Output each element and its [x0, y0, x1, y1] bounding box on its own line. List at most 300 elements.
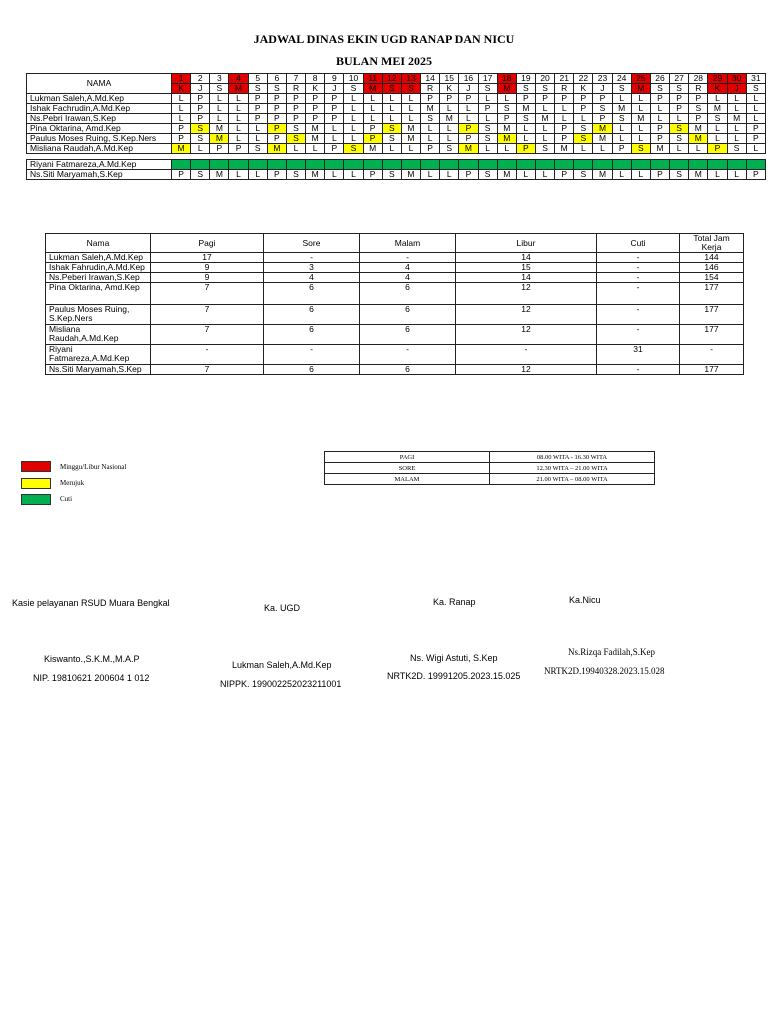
summary-sore: 6: [264, 305, 360, 325]
shift-cell: P: [267, 94, 286, 104]
shift-cell: [401, 160, 420, 170]
shift-cell: P: [708, 144, 727, 154]
shift-cell: [248, 160, 267, 170]
shift-cell: L: [631, 134, 650, 144]
weekday-initial: S: [382, 84, 401, 94]
shift-cell: M: [401, 124, 420, 134]
summary-name: Pina Oktarina, Amd.Kep: [46, 283, 151, 305]
shift-cell: L: [593, 144, 612, 154]
shift-cell: L: [670, 114, 689, 124]
summary-total: 177: [680, 365, 744, 375]
shift-cell: P: [248, 114, 267, 124]
shift-cell: [210, 160, 229, 170]
shift-cell: [267, 160, 286, 170]
shift-cell: P: [421, 94, 440, 104]
summary-pagi: 9: [151, 263, 264, 273]
shift-cell: L: [325, 170, 344, 180]
shift-cell: S: [382, 170, 401, 180]
weekday-initial: S: [478, 84, 497, 94]
weekday-initial: S: [670, 84, 689, 94]
shift-cell: L: [746, 144, 765, 154]
summary-total: 154: [680, 273, 744, 283]
shift-cell: P: [689, 114, 708, 124]
summary-malam: -: [360, 253, 456, 263]
shift-cell: S: [286, 134, 305, 144]
shift-cell: L: [497, 94, 516, 104]
shift-cell: L: [191, 144, 210, 154]
shift-cell: L: [670, 144, 689, 154]
shift-name: SORE: [325, 463, 490, 474]
shift-cell: P: [172, 134, 191, 144]
shift-cell: L: [248, 170, 267, 180]
summary-libur: 12: [456, 305, 597, 325]
summary-sore: -: [264, 345, 360, 365]
shift-cell: M: [689, 124, 708, 134]
shift-cell: M: [612, 104, 631, 114]
shift-cell: S: [574, 170, 593, 180]
shift-cell: [631, 160, 650, 170]
schedule-row: [27, 104, 766, 114]
summary-malam: 4: [360, 273, 456, 283]
shift-cell: P: [574, 94, 593, 104]
staff-name: Pina Oktarina, Amd.Kep: [27, 124, 172, 134]
shift-cell: P: [574, 104, 593, 114]
shift-cell: P: [306, 114, 325, 124]
summary-malam: -: [360, 345, 456, 365]
summary-row: [46, 263, 744, 273]
shift-cell: L: [363, 104, 382, 114]
shift-cell: L: [440, 104, 459, 114]
summary-pagi: 7: [151, 325, 264, 345]
shift-cell: L: [401, 94, 420, 104]
day-number: 6: [267, 74, 286, 84]
shift-cell: L: [535, 104, 554, 114]
shift-cell: P: [306, 104, 325, 114]
weekday-initial: M: [363, 84, 382, 94]
shift-row: [325, 463, 655, 474]
day-number: 7: [286, 74, 305, 84]
kasie-name: Kiswanto.,S.K.M.,M.A.P: [44, 654, 140, 664]
summary-total: 177: [680, 305, 744, 325]
shift-cell: P: [555, 94, 574, 104]
shift-cell: L: [612, 134, 631, 144]
shift-row: [325, 452, 655, 463]
staff-name: Ishak Fachrudin,A.Md.Kep: [27, 104, 172, 114]
shift-cell: L: [631, 104, 650, 114]
day-number: 20: [535, 74, 554, 84]
weekday-initial: S: [535, 84, 554, 94]
weekday-initial: R: [689, 84, 708, 94]
summary-name: Ishak Fahrudin,A.Md.Kep: [46, 263, 151, 273]
shift-cell: P: [267, 114, 286, 124]
shift-time: 12.30 WITA – 21.00 WITA: [490, 463, 655, 474]
summary-cuti: -: [597, 263, 680, 273]
shift-cell: L: [401, 144, 420, 154]
weekday-initial: S: [248, 84, 267, 94]
summary-header: Total Jam Kerja: [680, 234, 744, 253]
shift-cell: P: [267, 104, 286, 114]
shift-row: [325, 474, 655, 485]
shift-cell: L: [229, 170, 248, 180]
shift-cell: L: [631, 170, 650, 180]
shift-cell: M: [401, 170, 420, 180]
weekday-initial: M: [631, 84, 650, 94]
shift-cell: P: [535, 94, 554, 104]
shift-cell: L: [306, 144, 325, 154]
shift-cell: L: [344, 104, 363, 114]
shift-cell: L: [612, 94, 631, 104]
summary-sore: 6: [264, 365, 360, 375]
shift-cell: L: [440, 134, 459, 144]
shift-cell: P: [612, 144, 631, 154]
shift-cell: M: [363, 144, 382, 154]
shift-cell: L: [708, 94, 727, 104]
shift-cell: L: [574, 144, 593, 154]
shift-cell: L: [248, 134, 267, 144]
shift-cell: L: [382, 94, 401, 104]
shift-cell: L: [478, 94, 497, 104]
summary-sore: 4: [264, 273, 360, 283]
shift-cell: [172, 160, 191, 170]
shift-cell: L: [746, 114, 765, 124]
shift-cell: P: [325, 104, 344, 114]
shift-cell: S: [191, 134, 210, 144]
summary-pagi: 7: [151, 365, 264, 375]
shift-cell: L: [746, 94, 765, 104]
shift-cell: P: [286, 94, 305, 104]
weekday-initial: S: [344, 84, 363, 94]
shift-hours-table: [324, 451, 655, 485]
summary-header: Pagi: [151, 234, 264, 253]
shift-cell: [382, 160, 401, 170]
weekday-initial: M: [497, 84, 516, 94]
shift-cell: S: [382, 134, 401, 144]
shift-cell: S: [421, 114, 440, 124]
weekday-initial: S: [210, 84, 229, 94]
shift-cell: S: [516, 114, 535, 124]
shift-cell: L: [478, 144, 497, 154]
weekday-initial: R: [286, 84, 305, 94]
shift-cell: P: [286, 114, 305, 124]
shift-cell: L: [286, 144, 305, 154]
weekday-initial: K: [440, 84, 459, 94]
summary-cuti: 31: [597, 345, 680, 365]
day-number: 26: [650, 74, 669, 84]
summary-sore: 3: [264, 263, 360, 273]
summary-row: [46, 273, 744, 283]
shift-cell: P: [210, 144, 229, 154]
summary-malam: 6: [360, 365, 456, 375]
shift-cell: P: [421, 144, 440, 154]
day-number: 29: [708, 74, 727, 84]
shift-cell: S: [382, 124, 401, 134]
shift-cell: P: [248, 94, 267, 104]
day-number: 5: [248, 74, 267, 84]
summary-total: 177: [680, 283, 744, 305]
day-number: 15: [440, 74, 459, 84]
shift-cell: L: [421, 170, 440, 180]
shift-cell: L: [727, 134, 746, 144]
shift-cell: P: [306, 94, 325, 104]
summary-cuti: -: [597, 325, 680, 345]
weekday-initial: R: [421, 84, 440, 94]
shift-cell: P: [555, 134, 574, 144]
shift-cell: L: [574, 114, 593, 124]
summary-header: Malam: [360, 234, 456, 253]
ugd-nippk: NIPPK. 199002252023211001: [220, 679, 342, 689]
weekday-initial: K: [708, 84, 727, 94]
shift-cell: M: [421, 104, 440, 114]
shift-cell: S: [689, 104, 708, 114]
day-number: 25: [631, 74, 650, 84]
legend-referral-label: Merujuk: [60, 479, 85, 487]
shift-cell: L: [727, 170, 746, 180]
shift-cell: S: [535, 144, 554, 154]
summary-malam: 6: [360, 283, 456, 305]
day-number: 14: [421, 74, 440, 84]
schedule-row: [27, 124, 766, 134]
shift-cell: S: [344, 144, 363, 154]
shift-cell: P: [555, 124, 574, 134]
shift-cell: [574, 160, 593, 170]
day-number: 17: [478, 74, 497, 84]
shift-cell: [535, 160, 554, 170]
shift-cell: [516, 160, 535, 170]
summary-row: [46, 345, 744, 365]
shift-cell: P: [325, 94, 344, 104]
shift-cell: L: [516, 124, 535, 134]
shift-cell: P: [516, 94, 535, 104]
summary-header: Cuti: [597, 234, 680, 253]
summary-pagi: 9: [151, 273, 264, 283]
kasie-title: Kasie pelayanan RSUD Muara Bengkal: [12, 598, 170, 608]
shift-cell: L: [210, 104, 229, 114]
summary-sore: -: [264, 253, 360, 263]
shift-cell: L: [631, 124, 650, 134]
shift-cell: [746, 160, 765, 170]
shift-cell: S: [478, 170, 497, 180]
weekday-initial: J: [727, 84, 746, 94]
shift-cell: P: [267, 170, 286, 180]
shift-cell: P: [459, 94, 478, 104]
shift-cell: L: [516, 170, 535, 180]
shift-cell: L: [650, 114, 669, 124]
day-number: 9: [325, 74, 344, 84]
shift-cell: [306, 160, 325, 170]
weekday-initial: R: [555, 84, 574, 94]
day-number: 24: [612, 74, 631, 84]
nicu-name: Ns.Rizqa Fadilah,S.Kep: [568, 647, 655, 657]
shift-cell: L: [172, 114, 191, 124]
day-number: 30: [727, 74, 746, 84]
staff-name: Misliana Raudah,A.Md.Kep: [27, 144, 172, 154]
shift-cell: P: [325, 144, 344, 154]
shift-cell: L: [612, 170, 631, 180]
shift-cell: L: [555, 114, 574, 124]
shift-cell: [344, 160, 363, 170]
document-title: JADWAL DINAS EKIN UGD RANAP DAN NICU: [253, 32, 515, 46]
summary-pagi: 7: [151, 283, 264, 305]
shift-cell: L: [382, 114, 401, 124]
summary-libur: 15: [456, 263, 597, 273]
shift-cell: L: [650, 104, 669, 114]
shift-cell: S: [670, 134, 689, 144]
shift-cell: L: [172, 104, 191, 114]
shift-cell: L: [708, 124, 727, 134]
summary-cuti: -: [597, 273, 680, 283]
shift-cell: [689, 160, 708, 170]
shift-cell: P: [191, 104, 210, 114]
shift-cell: L: [459, 114, 478, 124]
shift-cell: M: [593, 134, 612, 144]
summary-libur: 14: [456, 253, 597, 263]
shift-cell: S: [708, 114, 727, 124]
staff-name: Paulus Moses Ruing, S.Kep.Ners: [27, 134, 172, 144]
shift-cell: [708, 160, 727, 170]
day-number: 21: [555, 74, 574, 84]
shift-cell: P: [363, 170, 382, 180]
shift-cell: S: [191, 124, 210, 134]
legend-leave-label: Cuti: [60, 495, 73, 503]
weekday-initial: S: [401, 84, 420, 94]
shift-cell: L: [229, 124, 248, 134]
shift-cell: L: [516, 134, 535, 144]
shift-cell: [363, 160, 382, 170]
summary-pagi: -: [151, 345, 264, 365]
shift-cell: S: [286, 170, 305, 180]
shift-cell: [421, 160, 440, 170]
shift-cell: P: [746, 124, 765, 134]
shift-cell: L: [440, 124, 459, 134]
schedule-row: [27, 94, 766, 104]
shift-cell: M: [459, 144, 478, 154]
summary-malam: 4: [360, 263, 456, 273]
summary-name: Paulus Moses Ruing, S.Kep.Ners: [46, 305, 151, 325]
nicu-nrtk: NRTK2D.19940328.2023.15.028: [544, 666, 665, 676]
shift-cell: L: [459, 104, 478, 114]
shift-cell: M: [593, 124, 612, 134]
summary-malam: 6: [360, 305, 456, 325]
shift-cell: M: [689, 170, 708, 180]
shift-cell: L: [344, 114, 363, 124]
shift-cell: L: [631, 94, 650, 104]
shift-cell: S: [478, 124, 497, 134]
summary-row: [46, 325, 744, 345]
shift-cell: L: [229, 94, 248, 104]
shift-cell: L: [689, 144, 708, 154]
shift-cell: S: [574, 134, 593, 144]
shift-cell: S: [670, 124, 689, 134]
shift-cell: P: [325, 114, 344, 124]
shift-cell: S: [286, 124, 305, 134]
shift-cell: L: [535, 134, 554, 144]
shift-cell: P: [650, 134, 669, 144]
shift-cell: P: [689, 94, 708, 104]
day-number: 4: [229, 74, 248, 84]
summary-cuti: -: [597, 305, 680, 325]
shift-cell: S: [631, 144, 650, 154]
shift-cell: P: [440, 94, 459, 104]
weekday-initial: S: [612, 84, 631, 94]
shift-cell: M: [631, 114, 650, 124]
shift-cell: S: [440, 144, 459, 154]
weekday-initial: S: [267, 84, 286, 94]
shift-cell: L: [708, 170, 727, 180]
legend-holiday-label: Minggu/Libur Nasional: [60, 463, 127, 471]
shift-cell: L: [421, 134, 440, 144]
shift-cell: L: [248, 124, 267, 134]
shift-cell: P: [459, 134, 478, 144]
shift-cell: P: [516, 144, 535, 154]
shift-cell: L: [401, 104, 420, 114]
name-header: NAMA: [27, 74, 172, 94]
shift-cell: M: [689, 134, 708, 144]
day-number: 23: [593, 74, 612, 84]
shift-cell: M: [535, 114, 554, 124]
summary-cuti: -: [597, 365, 680, 375]
shift-cell: P: [650, 124, 669, 134]
weekday-initial: J: [459, 84, 478, 94]
summary-total: 146: [680, 263, 744, 273]
summary-libur: 12: [456, 325, 597, 345]
summary-cuti: -: [597, 253, 680, 263]
shift-cell: P: [650, 94, 669, 104]
day-number: 18: [497, 74, 516, 84]
summary-name: Ns.Peberi Irawan,S.Kep: [46, 273, 151, 283]
weekday-initial: M: [229, 84, 248, 94]
schedule-row: [27, 144, 766, 154]
day-number: 16: [459, 74, 478, 84]
day-number: 8: [306, 74, 325, 84]
shift-cell: S: [727, 144, 746, 154]
weekday-initial: J: [191, 84, 210, 94]
summary-row: [46, 305, 744, 325]
nicu-title: Ka.Nicu: [569, 595, 601, 605]
summary-sore: 6: [264, 325, 360, 345]
summary-table: [45, 233, 744, 375]
shift-cell: [555, 160, 574, 170]
shift-cell: [325, 160, 344, 170]
shift-cell: [593, 160, 612, 170]
summary-libur: -: [456, 345, 597, 365]
shift-cell: P: [286, 104, 305, 114]
shift-cell: P: [746, 170, 765, 180]
shift-cell: L: [478, 114, 497, 124]
shift-cell: [286, 160, 305, 170]
shift-time: 08.00 WITA - 16.30 WITA: [490, 452, 655, 463]
shift-cell: P: [248, 104, 267, 114]
day-number: 27: [670, 74, 689, 84]
shift-cell: P: [363, 124, 382, 134]
weekday-initial: S: [650, 84, 669, 94]
shift-cell: [229, 160, 248, 170]
shift-cell: L: [382, 144, 401, 154]
summary-header: Nama: [46, 234, 151, 253]
shift-cell: [191, 160, 210, 170]
shift-cell: L: [344, 124, 363, 134]
schedule-row: [27, 114, 766, 124]
shift-cell: L: [727, 104, 746, 114]
shift-cell: L: [210, 114, 229, 124]
shift-cell: P: [593, 94, 612, 104]
shift-cell: M: [516, 104, 535, 114]
weekday-initial: J: [593, 84, 612, 94]
summary-pagi: 17: [151, 253, 264, 263]
weekday-initial: S: [516, 84, 535, 94]
summary-header: Sore: [264, 234, 360, 253]
shift-cell: P: [650, 170, 669, 180]
shift-cell: L: [746, 104, 765, 114]
